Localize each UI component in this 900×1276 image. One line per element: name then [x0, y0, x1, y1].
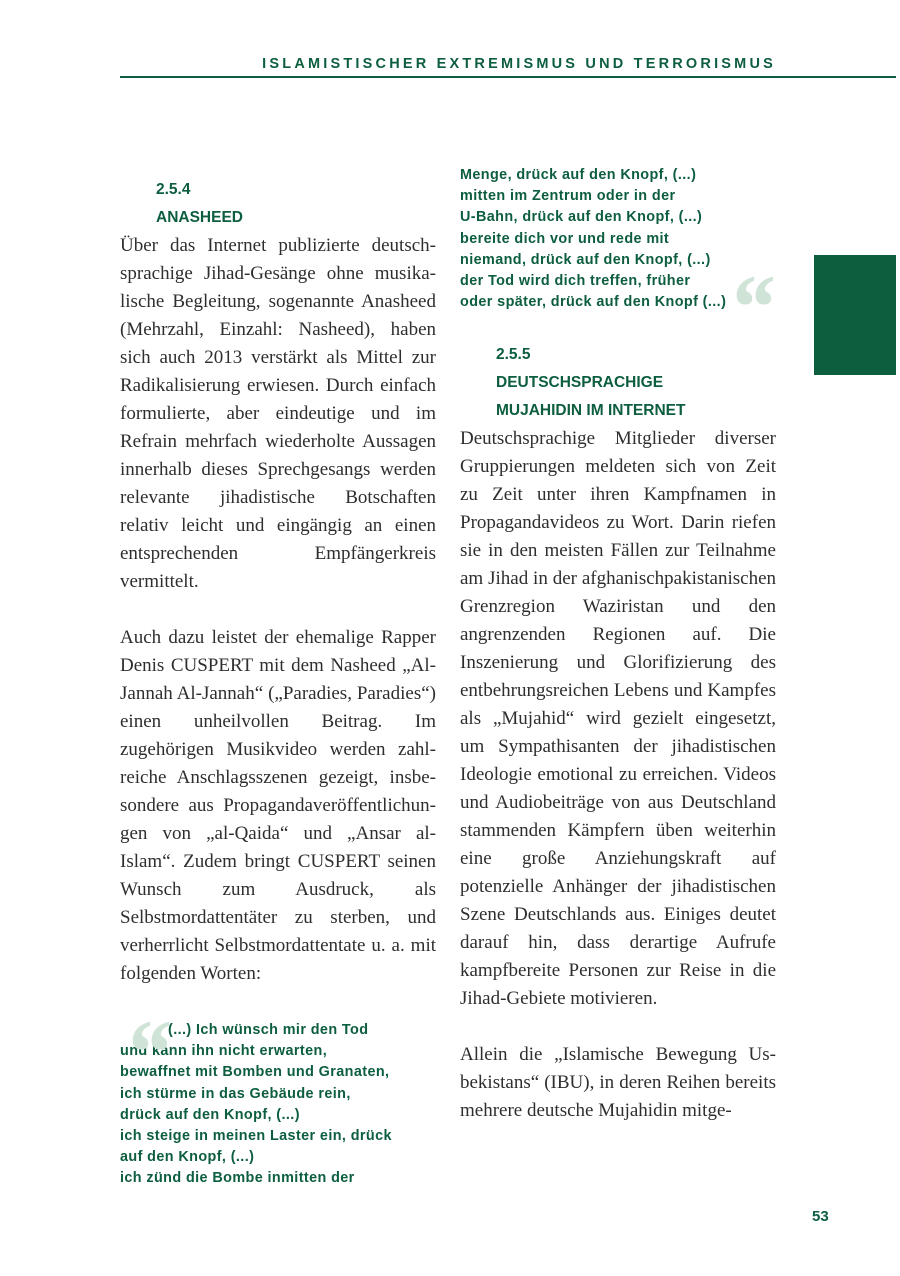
paragraph: Auch dazu leistet der ehemalige Rapper Denis CUSPERT mit dem Nasheed „Al-Jannah Al-Jannah“ („Paradies, Paradies“) einen unheilvollen Beitrag. Im zugehörigen Musikvideo werden zahlreiche Anschlagsszenen gezeigt, insbesondere aus Propagandaveröffentlichungen von „al-Qaida“ und „Ansar al-Islam“. Zudem bringt CUSPERT seinen Wunsch zum Ausdruck, als Selbstmordattentäter zu sterben, und verherrlicht Selbstmordattentate u. a. mit folgenden Worten:: [120, 627, 436, 984]
section-title: ANASHEED: [156, 209, 243, 226]
quote-line: ich stürme in das Gebäude rein,: [120, 1085, 351, 1102]
quote-line: drück auf den Knopf, (...): [120, 1106, 300, 1123]
section-title-line: MUJAHIDIN IM INTERNET: [496, 402, 686, 420]
quote-line: und kann ihn nicht erwarten,: [120, 1043, 328, 1060]
quote-line: U-Bahn, drück auf den Knopf, (...): [460, 209, 703, 226]
section-number: 2.5.5: [496, 346, 531, 364]
running-title: ISLAMISTISCHER EXTREMISMUS UND TERRORISMUS: [262, 56, 776, 72]
quote-line: ich zünd die Bombe inmitten der: [120, 1170, 355, 1187]
quote-line: niemand, drück auf den Knopf, (...): [460, 251, 711, 268]
block-quote: [120, 1001, 436, 1190]
quote-line: Menge, drück auf den Knopf, (...): [460, 167, 697, 183]
quote-line: auf den Knopf, (...): [120, 1149, 255, 1166]
quote-line: bereite dich vor und rede mit: [460, 230, 670, 247]
chapter-tab-marker: [814, 255, 896, 375]
right-column: [460, 165, 776, 1125]
paragraph: Über das Internet publizierte deutschsprachige Jihad-Gesänge ohne musikalische Begleitung, sogenannte Anasheed (Mehrzahl, Einzahl: Nasheed), haben sich auch 2013 verstärkt als Mittel zur Radikalisierung erwiesen. Durch einfach formulierte, aber eindeutige und im Refrain mehrfach wiederholte Aussagen innerhalb dieses Sprechgesangs werden relevante jihadistische Botschaften relativ leicht und eingängig an einen entsprechenden Empfängerkreis vermittelt.: [120, 235, 436, 592]
quote-line: bewaffnet mit Bomben und Granaten,: [120, 1064, 390, 1081]
paragraph: Allein die „Islamische Bewegung Usbekistans“ (IBU), in deren Reihen bereits mehrere deutsche Mujahidin mitge-: [460, 1044, 776, 1122]
running-header: [120, 56, 896, 78]
quote-line: (...) Ich wünsch mir den Tod: [168, 1022, 369, 1038]
quote-line: ich steige in meinen Laster ein, drück: [120, 1128, 392, 1145]
opening-quote-icon: “: [124, 1001, 171, 1103]
quote-line: der Tod wird dich treffen, früher: [460, 273, 691, 290]
quote-line: mitten im Zentrum oder in der: [460, 188, 676, 205]
closing-quote-icon: “: [728, 256, 775, 358]
quote-line: oder später, drück auf den Knopf (...): [460, 294, 727, 311]
page-number: 53: [812, 1208, 829, 1225]
left-column: [120, 176, 436, 1190]
section-title-line: DEUTSCHSPRACHIGE: [496, 374, 664, 392]
section-number: 2.5.4: [156, 181, 191, 198]
paragraph: Deutschsprachige Mitglieder diverser Gruppierungen meldeten sich von Zeit zu Zeit unter ihren Kampfnamen in Propagandavideos zu Wort. Darin riefen sie in den meisten Fällen zur Teilnahme am Jihad in der afghanischpakistanischen Grenzregion Waziristan und den angrenzenden Regionen auf. Die Inszenierung und Glorifizierung des entbehrungsreichen Lebens und Kampfes als „Mujahid“ wird gezielt eingesetzt, um Sympathisanten der jihadistischen Ideologie emotional zu erreichen. Videos und Audiobeiträge von aus Deutschland stammenden Kämpfern üben weiterhin eine große Anziehungskraft auf potenzielle Anhänger der jihadistischen Szene Deutschlands aus. Einiges deutet darauf hin, dass derartige Aufrufe kampfbereite Personen zur Reise in die Jihad-Gebiete motivieren.: [460, 428, 776, 1010]
